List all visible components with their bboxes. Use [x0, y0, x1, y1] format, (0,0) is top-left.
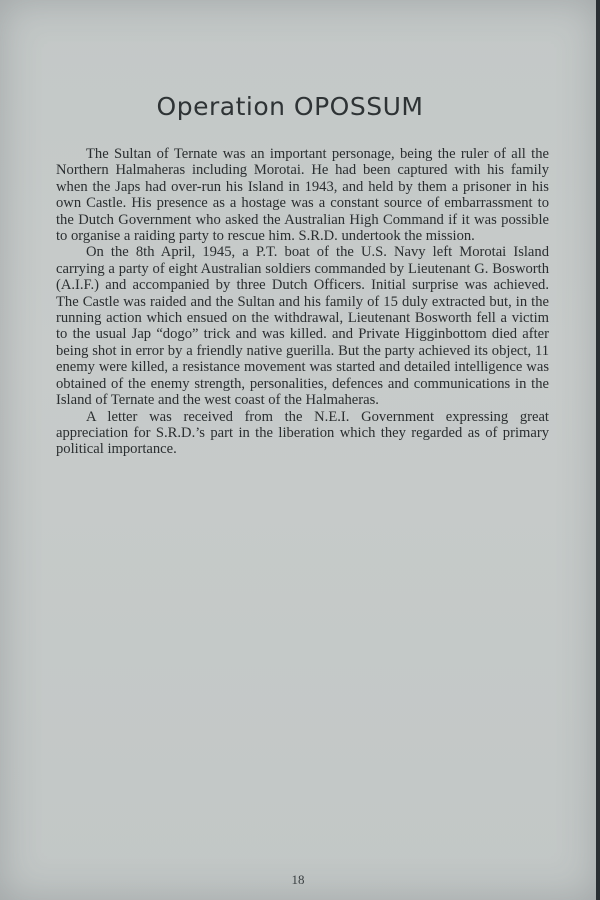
paragraph-2: On the 8th April, 1945, a P.T. boat of the U.S. Navy left Morotai Island carrying a party of eight Australian soldiers commanded by Lieutenant G. Bosworth (A.I.F.) and accompanied by three Dutch Officers. Initial surprise was achieved. The Castle was raided and the Sultan and his family of 15 duly extracted but, in the running action which ensued on the withdrawal, Lieutenant Bosworth fell a victim to the usual Jap “dogo” trick and was killed. and Private Higginbottom died after being shot in error by a friendly native guerilla. But the party achieved its object, 11 enemy were killed, a resistance movement was started and detailed intelligence was obtained of the enemy strength, personalities, defences and communications in the Island of Ternate and the west coast of the Halmaheras.: [56, 244, 549, 409]
paragraph-3: A letter was received from the N.E.I. Government expressing great appreciation for S.R.D.’s part in the liberation which they regarded as of primary political importance.: [56, 408, 549, 458]
page-title: Operation OPOSSUM: [156, 92, 424, 121]
paragraph-1: The Sultan of Ternate was an important personage, being the ruler of all the Northern Halmaheras including Morotai. He had been captured with his family when the Japs had over-run his Island in 1943, and held by them a prisoner in his own Castle. His presence as a hostage was a constant source of embarrassment to the Dutch Government who asked the Australian High Command if it was possible to organise a raiding party to rescue him. S.R.D. undertook the mission.: [56, 146, 549, 245]
page-edge-shadow: [596, 0, 600, 900]
page-number: 18: [291, 872, 305, 887]
body-text: [56, 146, 549, 458]
